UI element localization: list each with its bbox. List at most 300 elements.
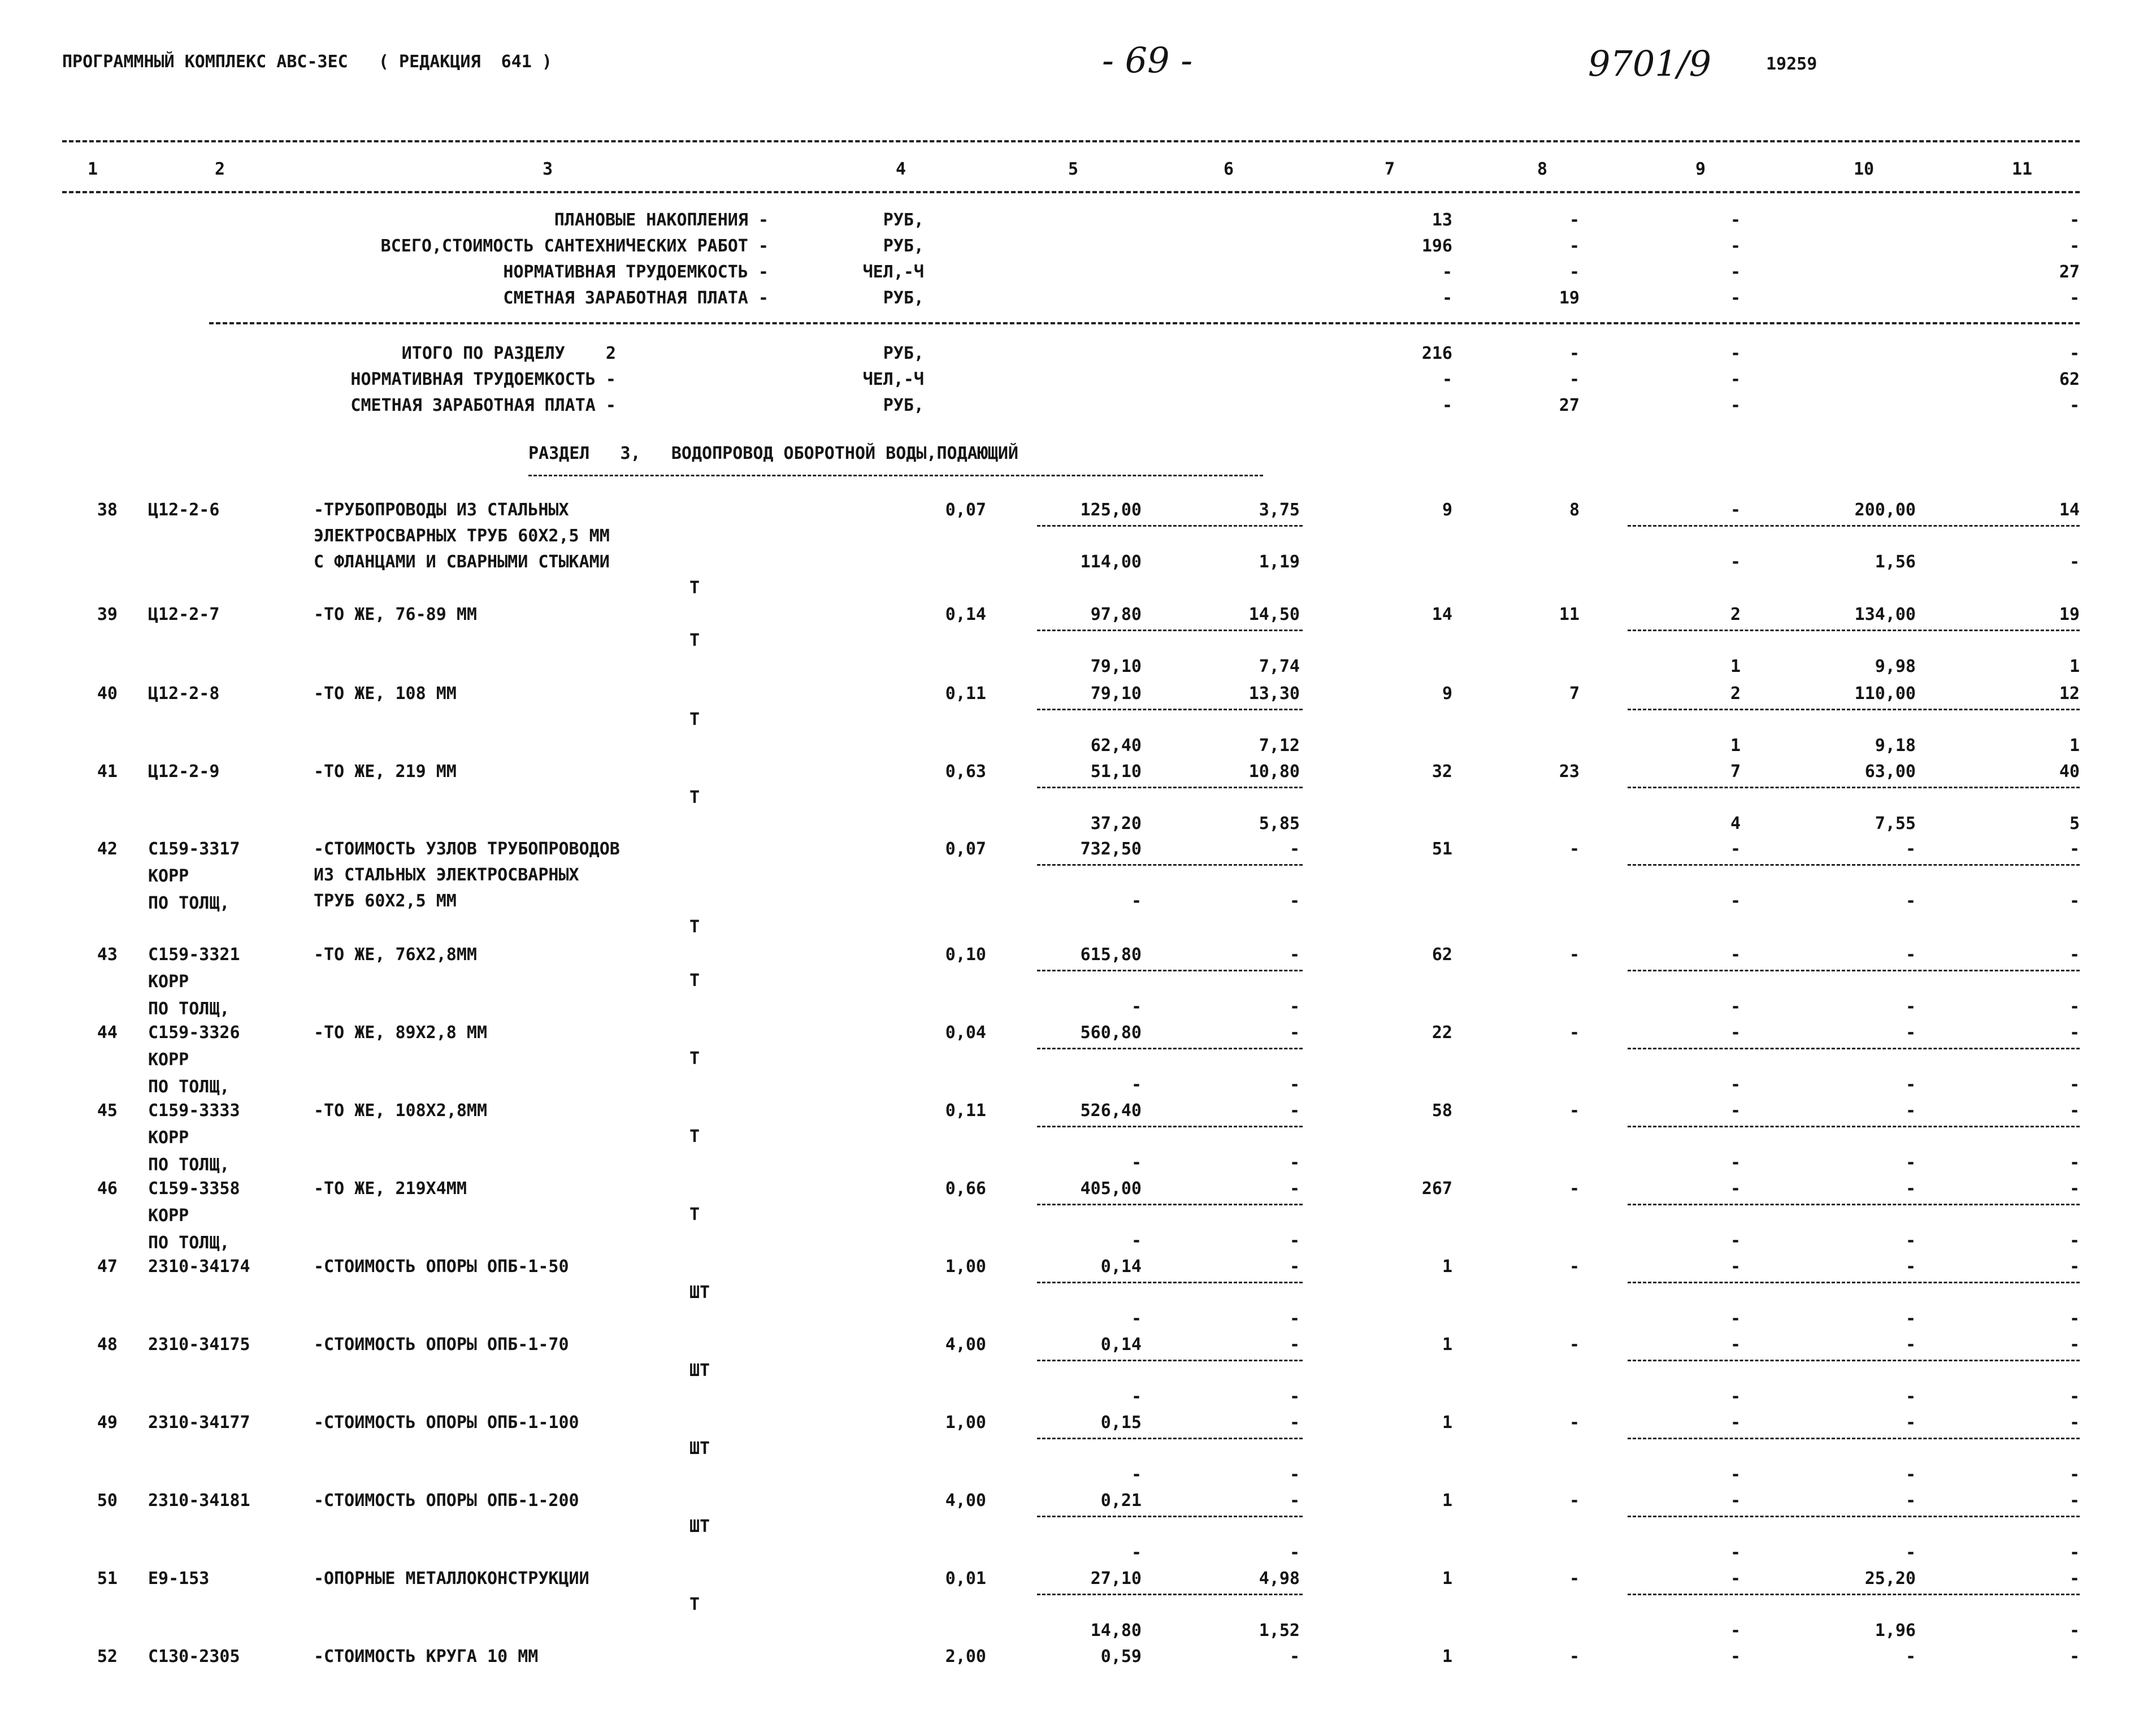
row-rule-left: [1037, 1126, 1303, 1127]
row-col6: -: [1289, 1491, 1300, 1511]
row-col11: 14: [2059, 500, 2080, 520]
summary-rule: [209, 322, 2080, 324]
row-code-note: ПО ТОЛЩ,: [148, 1233, 230, 1253]
row-col8: -: [1569, 839, 1580, 859]
row-col7: 1: [1442, 1491, 1452, 1511]
row-col9: -: [1730, 1101, 1741, 1121]
column-number: 1: [88, 159, 98, 179]
row-description: -СТОИМОСТЬ ОПОРЫ ОПБ-1-100: [314, 1413, 579, 1433]
row-description: ТРУБ 60Х2,5 ММ: [314, 891, 457, 911]
row-code-note: ПО ТОЛЩ,: [148, 999, 230, 1019]
row-col10-sub: -: [1905, 1309, 1916, 1329]
row-col5: 27,10: [1090, 1569, 1142, 1589]
row-description: С ФЛАНЦАМИ И СВАРНЫМИ СТЫКАМИ: [314, 552, 610, 572]
row-col6: -: [1289, 1647, 1300, 1666]
row-rule-left: [1037, 1594, 1303, 1595]
row-rule-right: [1628, 970, 2080, 971]
row-description: -ТО ЖЕ, 89Х2,8 ММ: [314, 1023, 488, 1043]
row-col9-sub: -: [1730, 1543, 1741, 1563]
row-number: 43: [97, 945, 118, 965]
row-number: 39: [97, 605, 118, 624]
row-description: -СТОИМОСТЬ УЗЛОВ ТРУБОПРОВОДОВ: [314, 839, 620, 859]
row-col10: -: [1905, 1179, 1916, 1199]
row-code: Ц12-2-6: [148, 500, 220, 520]
row-col5: 0,21: [1100, 1491, 1142, 1511]
row-col5: 51,10: [1090, 762, 1142, 782]
row-col10-sub: 1,96: [1875, 1621, 1916, 1640]
summary-unit: РУБ,: [883, 344, 924, 363]
row-code: С159-3333: [148, 1101, 240, 1121]
row-col5-sub: -: [1131, 1543, 1142, 1563]
row-col8: -: [1569, 1413, 1580, 1433]
row-code: Ц12-2-8: [148, 684, 220, 704]
row-unit: ШТ: [689, 1361, 710, 1381]
row-description: -СТОИМОСТЬ КРУГА 10 ММ: [314, 1647, 539, 1666]
row-rule-left: [1037, 1360, 1303, 1361]
row-col6-sub: 7,12: [1259, 736, 1300, 756]
row-col11: 19: [2059, 605, 2080, 624]
row-unit: Т: [689, 1205, 700, 1225]
row-col8: -: [1569, 1179, 1580, 1199]
row-number: 42: [97, 839, 118, 859]
row-col11: -: [2069, 1101, 2080, 1121]
row-unit: Т: [689, 1127, 700, 1147]
row-col8: -: [1569, 1335, 1580, 1355]
summary-unit: ЧЕЛ,-Ч: [862, 370, 924, 389]
summary-unit: РУБ,: [883, 288, 924, 308]
summary-col11: 27: [2059, 262, 2080, 282]
row-col5-sub: -: [1131, 1153, 1142, 1173]
row-col5-sub: 114,00: [1080, 552, 1142, 572]
row-quantity: 2,00: [945, 1647, 986, 1666]
row-code-note: КОРР: [148, 1128, 189, 1148]
row-col9-sub: -: [1730, 1465, 1741, 1485]
row-rule-right: [1628, 1126, 2080, 1127]
row-unit: Т: [689, 578, 700, 598]
document-code: 9701/9: [1588, 43, 1712, 84]
row-unit: ШТ: [689, 1517, 710, 1537]
column-number: 3: [543, 159, 553, 179]
row-description: -ОПОРНЫЕ МЕТАЛЛОКОНСТРУКЦИИ: [314, 1569, 589, 1589]
summary-col9: -: [1730, 396, 1741, 415]
row-unit: Т: [689, 631, 700, 650]
row-col9-sub: -: [1730, 1387, 1741, 1407]
row-col11-sub: -: [2069, 1075, 2080, 1095]
summary-label: НОРМАТИВНАЯ ТРУДОЕМКОСТЬ -: [503, 262, 769, 282]
row-rule-left: [1037, 1048, 1303, 1049]
summary-col11: -: [2069, 344, 2080, 363]
row-quantity: 4,00: [945, 1491, 986, 1511]
summary-label: ПЛАНОВЫЕ НАКОПЛЕНИЯ -: [554, 210, 769, 230]
row-col6-sub: -: [1289, 1309, 1300, 1329]
row-quantity: 0,66: [945, 1179, 986, 1199]
row-col10-sub: -: [1905, 1387, 1916, 1407]
row-col8: -: [1569, 945, 1580, 965]
row-code: С159-3317: [148, 839, 240, 859]
row-col9-sub: -: [1730, 1621, 1741, 1640]
row-description: -ТО ЖЕ, 76-89 ММ: [314, 605, 477, 624]
row-unit: Т: [689, 1595, 700, 1615]
row-col5: 0,14: [1100, 1335, 1142, 1355]
row-col5: 560,80: [1080, 1023, 1142, 1043]
summary-col11: -: [2069, 236, 2080, 256]
row-col5: 0,14: [1100, 1257, 1142, 1277]
row-code-note: ПО ТОЛЩ,: [148, 1155, 230, 1175]
row-rule-left: [1037, 525, 1303, 527]
summary-col11: -: [2069, 288, 2080, 308]
row-unit: Т: [689, 917, 700, 937]
row-rule-left: [1037, 1204, 1303, 1205]
row-col11: -: [2069, 1179, 2080, 1199]
row-col7: 1: [1442, 1647, 1452, 1666]
row-col7: 58: [1431, 1101, 1452, 1121]
row-col5-sub: 14,80: [1090, 1621, 1142, 1640]
row-col5-sub: 37,20: [1090, 814, 1142, 834]
row-col9-sub: -: [1730, 1231, 1741, 1251]
row-quantity: 0,11: [945, 684, 986, 704]
row-col8: -: [1569, 1023, 1580, 1043]
summary-col8: -: [1569, 262, 1580, 282]
row-col5-sub: 79,10: [1090, 657, 1142, 676]
row-code-note: ПО ТОЛЩ,: [148, 893, 230, 913]
summary-col7: -: [1442, 370, 1452, 389]
row-col11-sub: 1: [2069, 736, 2080, 756]
row-col9-sub: 1: [1730, 657, 1741, 676]
row-code: С159-3321: [148, 945, 240, 965]
row-col10-sub: -: [1905, 1153, 1916, 1173]
row-col9-sub: -: [1730, 891, 1741, 911]
row-col8: -: [1569, 1569, 1580, 1589]
row-col5: 732,50: [1080, 839, 1142, 859]
row-col7: 1: [1442, 1569, 1452, 1589]
column-number: 2: [215, 159, 225, 179]
row-rule-right: [1628, 525, 2080, 527]
row-col9-sub: -: [1730, 1075, 1741, 1095]
row-rule-left: [1037, 787, 1303, 788]
row-col8: -: [1569, 1101, 1580, 1121]
summary-col7: 13: [1431, 210, 1452, 230]
row-description: -ТО ЖЕ, 108Х2,8ММ: [314, 1101, 488, 1121]
row-col10-sub: 9,18: [1875, 736, 1916, 756]
summary-col7: -: [1442, 262, 1452, 282]
row-code: 2310-34175: [148, 1335, 250, 1355]
row-quantity: 0,10: [945, 945, 986, 965]
row-col6-sub: -: [1289, 1543, 1300, 1563]
row-col6: -: [1289, 1413, 1300, 1433]
row-number: 50: [97, 1491, 118, 1511]
row-col6-sub: -: [1289, 1387, 1300, 1407]
row-col10-sub: -: [1905, 1231, 1916, 1251]
summary-col8: -: [1569, 370, 1580, 389]
row-col8: 11: [1559, 605, 1580, 624]
row-col9: -: [1730, 500, 1741, 520]
row-code: Ц12-2-9: [148, 762, 220, 782]
row-col5: 615,80: [1080, 945, 1142, 965]
summary-label: ВСЕГО,СТОИМОСТЬ САНТЕХНИЧЕСКИХ РАБОТ -: [380, 236, 769, 256]
column-number: 10: [1854, 159, 1875, 179]
row-col7: 267: [1421, 1179, 1452, 1199]
column-number: 4: [896, 159, 906, 179]
row-col11-sub: -: [2069, 1387, 2080, 1407]
row-number: 44: [97, 1023, 118, 1043]
row-col10: -: [1905, 1257, 1916, 1277]
row-rule-right: [1628, 1438, 2080, 1439]
row-quantity: 0,07: [945, 839, 986, 859]
column-number: 8: [1537, 159, 1548, 179]
row-col9: 2: [1730, 684, 1741, 704]
row-col8: -: [1569, 1647, 1580, 1666]
row-col11-sub: -: [2069, 1153, 2080, 1173]
row-description: -ТО ЖЕ, 76Х2,8ММ: [314, 945, 477, 965]
row-col9: 7: [1730, 762, 1741, 782]
summary-unit: РУБ,: [883, 396, 924, 415]
row-col11-sub: -: [2069, 1465, 2080, 1485]
row-col9: -: [1730, 945, 1741, 965]
row-code: Е9-153: [148, 1569, 210, 1589]
row-rule-left: [1037, 1438, 1303, 1439]
row-col6-sub: 5,85: [1259, 814, 1300, 834]
row-description: -ТО ЖЕ, 108 ММ: [314, 684, 457, 704]
row-col9: -: [1730, 1491, 1741, 1511]
row-col6: -: [1289, 1335, 1300, 1355]
row-col10: 134,00: [1854, 605, 1916, 624]
row-col11-sub: -: [2069, 1231, 2080, 1251]
row-col11: -: [2069, 839, 2080, 859]
row-unit: ШТ: [689, 1283, 710, 1303]
row-col11: 12: [2059, 684, 2080, 704]
column-number: 6: [1224, 159, 1234, 179]
row-col10: 63,00: [1864, 762, 1916, 782]
row-col9: -: [1730, 1179, 1741, 1199]
row-number: 47: [97, 1257, 118, 1277]
row-col9: -: [1730, 1647, 1741, 1666]
row-rule-left: [1037, 864, 1303, 866]
row-quantity: 0,14: [945, 605, 986, 624]
row-rule-right: [1628, 630, 2080, 631]
row-col5: 0,15: [1100, 1413, 1142, 1433]
row-col10-sub: 1,56: [1875, 552, 1916, 572]
summary-col9: -: [1730, 210, 1741, 230]
summary-col7: -: [1442, 288, 1452, 308]
row-col6-sub: -: [1289, 1153, 1300, 1173]
row-col5-sub: -: [1131, 997, 1142, 1017]
row-col6: 13,30: [1248, 684, 1300, 704]
summary-label: ИТОГО ПО РАЗДЕЛУ 2: [401, 344, 616, 363]
row-code: 2310-34177: [148, 1413, 250, 1433]
row-col6-sub: 1,19: [1259, 552, 1300, 572]
row-col7: 9: [1442, 684, 1452, 704]
row-code-note: КОРР: [148, 972, 189, 992]
summary-col8: -: [1569, 236, 1580, 256]
row-col7: 1: [1442, 1257, 1452, 1277]
row-col11-sub: -: [2069, 1309, 2080, 1329]
row-quantity: 0,63: [945, 762, 986, 782]
row-col10: -: [1905, 1335, 1916, 1355]
row-number: 51: [97, 1569, 118, 1589]
row-col6: -: [1289, 839, 1300, 859]
row-quantity: 4,00: [945, 1335, 986, 1355]
row-col6-sub: -: [1289, 1231, 1300, 1251]
row-code: С159-3326: [148, 1023, 240, 1043]
row-col8: 7: [1569, 684, 1580, 704]
row-code: 2310-34181: [148, 1491, 250, 1511]
row-col6-sub: -: [1289, 997, 1300, 1017]
row-quantity: 0,07: [945, 500, 986, 520]
row-rule-left: [1037, 630, 1303, 631]
row-unit: ШТ: [689, 1439, 710, 1459]
row-rule-right: [1628, 1516, 2080, 1517]
row-col9: -: [1730, 1413, 1741, 1433]
row-col11-sub: -: [2069, 891, 2080, 911]
row-col11-sub: -: [2069, 997, 2080, 1017]
row-code-note: КОРР: [148, 866, 189, 886]
row-col10: -: [1905, 945, 1916, 965]
row-code-note: ПО ТОЛЩ,: [148, 1077, 230, 1097]
row-col6: 3,75: [1259, 500, 1300, 520]
row-col6: 14,50: [1248, 605, 1300, 624]
summary-col11: -: [2069, 396, 2080, 415]
row-col7: 1: [1442, 1335, 1452, 1355]
row-col7: 9: [1442, 500, 1452, 520]
row-rule-right: [1628, 1048, 2080, 1049]
row-col11-sub: 5: [2069, 814, 2080, 834]
row-col10: -: [1905, 1413, 1916, 1433]
row-col6: 10,80: [1248, 762, 1300, 782]
summary-col11: 62: [2059, 370, 2080, 389]
row-col6: -: [1289, 1257, 1300, 1277]
row-rule-right: [1628, 864, 2080, 866]
row-quantity: 0,01: [945, 1569, 986, 1589]
row-rule-left: [1037, 1516, 1303, 1517]
top-rule: [62, 140, 2080, 142]
row-col6-sub: -: [1289, 891, 1300, 911]
row-col9-sub: -: [1730, 997, 1741, 1017]
row-col5: 405,00: [1080, 1179, 1142, 1199]
row-rule-left: [1037, 709, 1303, 710]
row-number: 45: [97, 1101, 118, 1121]
row-col5-sub: -: [1131, 1387, 1142, 1407]
row-col7: 32: [1431, 762, 1452, 782]
row-col11: -: [2069, 1257, 2080, 1277]
row-col5-sub: -: [1131, 1309, 1142, 1329]
row-col5-sub: 62,40: [1090, 736, 1142, 756]
row-number: 52: [97, 1647, 118, 1666]
row-code: С159-3358: [148, 1179, 240, 1199]
row-rule-right: [1628, 1594, 2080, 1595]
row-col11: -: [2069, 1491, 2080, 1511]
column-number: 11: [2012, 159, 2033, 179]
document-number: 19259: [1766, 54, 1817, 74]
page-number: - 69 -: [1102, 40, 1193, 81]
row-col11-sub: 1: [2069, 657, 2080, 676]
row-col5: 79,10: [1090, 684, 1142, 704]
row-col10: 25,20: [1864, 1569, 1916, 1589]
summary-col8: -: [1569, 210, 1580, 230]
row-code-note: КОРР: [148, 1050, 189, 1070]
row-number: 48: [97, 1335, 118, 1355]
row-col8: 23: [1559, 762, 1580, 782]
row-quantity: 0,04: [945, 1023, 986, 1043]
summary-unit: РУБ,: [883, 236, 924, 256]
row-col10-sub: -: [1905, 891, 1916, 911]
row-code: С130-2305: [148, 1647, 240, 1666]
summary-col9: -: [1730, 288, 1741, 308]
row-col9-sub: 4: [1730, 814, 1741, 834]
row-col8: -: [1569, 1257, 1580, 1277]
row-unit: Т: [689, 788, 700, 808]
summary-label: СМЕТНАЯ ЗАРАБОТНАЯ ПЛАТА -: [503, 288, 769, 308]
summary-col8: 19: [1559, 288, 1580, 308]
summary-col7: 196: [1421, 236, 1452, 256]
row-description: -СТОИМОСТЬ ОПОРЫ ОПБ-1-200: [314, 1491, 579, 1511]
row-description: -ТРУБОПРОВОДЫ ИЗ СТАЛЬНЫХ: [314, 500, 569, 520]
section-title: РАЗДЕЛ 3, ВОДОПРОВОД ОБОРОТНОЙ ВОДЫ,ПОДАЮЩИЙ: [528, 444, 1018, 463]
row-col7: 14: [1431, 605, 1452, 624]
row-col10: -: [1905, 1491, 1916, 1511]
row-rule-left: [1037, 970, 1303, 971]
row-description: -ТО ЖЕ, 219 ММ: [314, 762, 457, 782]
summary-unit: РУБ,: [883, 210, 924, 230]
row-col11-sub: -: [2069, 1543, 2080, 1563]
row-col6-sub: 7,74: [1259, 657, 1300, 676]
row-col6: -: [1289, 1179, 1300, 1199]
row-quantity: 1,00: [945, 1257, 986, 1277]
row-description: ИЗ СТАЛЬНЫХ ЭЛЕКТРОСВАРНЫХ: [314, 865, 579, 885]
row-col10-sub: -: [1905, 997, 1916, 1017]
row-code: 2310-34174: [148, 1257, 250, 1277]
row-col11: 40: [2059, 762, 2080, 782]
row-col6-sub: 1,52: [1259, 1621, 1300, 1640]
row-col9-sub: -: [1730, 1309, 1741, 1329]
summary-col9: -: [1730, 370, 1741, 389]
row-code: Ц12-2-7: [148, 605, 220, 624]
summary-col11: -: [2069, 210, 2080, 230]
row-col10: -: [1905, 1101, 1916, 1121]
row-rule-left: [1037, 1282, 1303, 1283]
row-col11: -: [2069, 1335, 2080, 1355]
summary-col9: -: [1730, 236, 1741, 256]
column-number: 9: [1695, 159, 1706, 179]
row-col5-sub: -: [1131, 891, 1142, 911]
row-col10: 110,00: [1854, 684, 1916, 704]
summary-col9: -: [1730, 344, 1741, 363]
row-col7: 22: [1431, 1023, 1452, 1043]
row-col11-sub: -: [2069, 1621, 2080, 1640]
row-col6-sub: -: [1289, 1075, 1300, 1095]
row-col9: -: [1730, 1569, 1741, 1589]
row-col9: -: [1730, 839, 1741, 859]
row-col8: 8: [1569, 500, 1580, 520]
row-col11: -: [2069, 1023, 2080, 1043]
column-number: 7: [1385, 159, 1395, 179]
row-col6: 4,98: [1259, 1569, 1300, 1589]
row-col10-sub: -: [1905, 1543, 1916, 1563]
row-col10-sub: -: [1905, 1465, 1916, 1485]
row-col5: 125,00: [1080, 500, 1142, 520]
row-rule-right: [1628, 787, 2080, 788]
row-col5: 97,80: [1090, 605, 1142, 624]
row-col5-sub: -: [1131, 1465, 1142, 1485]
row-description: -ТО ЖЕ, 219Х4ММ: [314, 1179, 467, 1199]
summary-unit: ЧЕЛ,-Ч: [862, 262, 924, 282]
row-col9-sub: -: [1730, 552, 1741, 572]
row-col10-sub: -: [1905, 1075, 1916, 1095]
row-rule-right: [1628, 1204, 2080, 1205]
summary-label: НОРМАТИВНАЯ ТРУДОЕМКОСТЬ -: [350, 370, 616, 389]
row-number: 49: [97, 1413, 118, 1433]
row-description: -СТОИМОСТЬ ОПОРЫ ОПБ-1-70: [314, 1335, 569, 1355]
row-quantity: 1,00: [945, 1413, 986, 1433]
